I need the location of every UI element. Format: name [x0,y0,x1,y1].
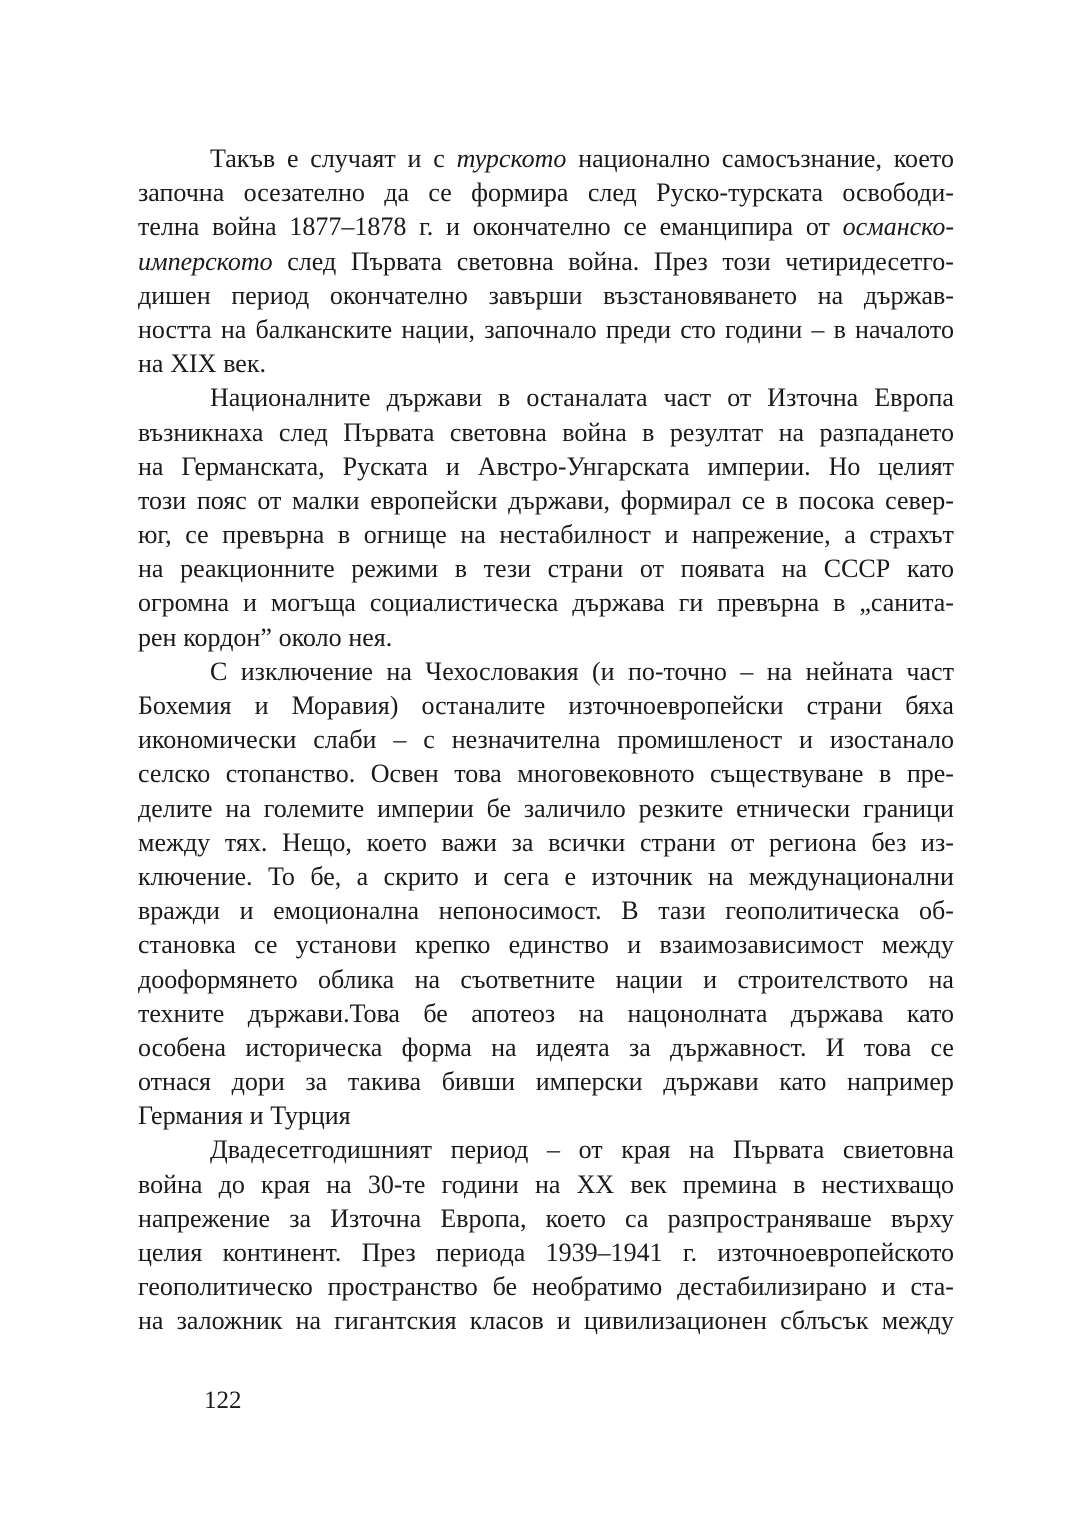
text-line: вражди и емоционална непоносимост. В тази геополитическа об- [138,896,954,926]
text-line: война до края на 30-те години на ХХ век премина в нестихващо [138,1169,954,1199]
text-line: рен кордон” около нея. [138,622,393,652]
text-line: огромна и могъща социалистическа държава ги превърна в „санита- [138,588,954,618]
paragraph [138,655,954,1134]
text-line: икономически слаби – с незначителна промишленост и изостанало [138,725,954,755]
text-line: на реакционните режими в тези страни от появата на СССР като [138,554,954,584]
page-number: 122 [204,1387,242,1414]
text-line: селско стопанство. Освен това многовековното съществуване в пре- [138,759,954,789]
text-line: дишен период окончателно завърши възстановяването на държав- [138,280,954,310]
text-line: възникнаха след Първата световна война в резултат на разпадането [138,417,954,447]
text-line: Националните държави в останалата част от Източна Европа [210,383,954,413]
text-line: на XIX век. [138,349,266,379]
text-line: С изключение на Чехословакия (и по-точно – на нейната част [210,656,954,686]
paragraph [138,142,954,381]
text-line: Такъв е случаят и с турското национално самосъзнание, което [210,144,954,173]
text-line: Бохемия и Моравия) останалите източноевропейски страни бяха [138,691,954,720]
text-line: на Германската, Руската и Австро-Унгарската империи. Но целият [138,451,954,481]
text-line: напрежение за Източна Европа, което са разпространяваше върху [138,1203,954,1233]
text-line: особена историческа форма на идеята за държавност. И това се [138,1032,954,1062]
text-line: започна осезателно да се формира след Руско-турската освободи- [138,178,954,208]
text-line: отнася дори за такива бивши имперски държави като например [138,1067,954,1097]
text-line: телна война 1877–1878 г. и окончателно се еманципира от османско- [138,212,954,242]
paragraph [138,1133,954,1338]
text-line: делите на големите империи бе заличило резките етнически граници [138,793,954,823]
text-line: ключение. То бе, а скрито и сега е източник на междунационални [138,861,954,891]
text-line: Двадесетгодишният период – от края на Първата свиетовна [210,1135,954,1165]
paragraph [138,381,954,655]
text-line: имперското след Първата световна война. През този четиридесетго- [138,246,954,276]
text-line: дооформянето облика на съответните нации и строителството на [138,964,954,994]
body-text [138,142,954,1339]
text-line: този пояс от малки европейски държави, формирал се в посока север- [138,485,954,515]
text-line: целия континент. През периода 1939–1941 г. източноевропейското [138,1238,954,1267]
text-line: между тях. Нещо, което важи за всички страни от региона без из- [138,827,954,857]
text-line: Германия и Турция [138,1101,351,1131]
text-line: техните държави.Това бе апотеоз на нацонолната държава като [138,998,954,1028]
text-line: на заложник на гигантския класов и цивилизационен сблъсък между [138,1306,954,1336]
text-line: юг, се превърна в огнище на нестабилност и напрежение, а страхът [138,520,954,550]
text-line: геополитическо пространство бе необратимо дестабилизирано и ста- [138,1272,954,1302]
text-line: становка се установи крепко единство и взаимозависимост между [138,930,954,960]
text-line: ността на балканските нации, започнало преди сто години – в началото [138,314,954,344]
